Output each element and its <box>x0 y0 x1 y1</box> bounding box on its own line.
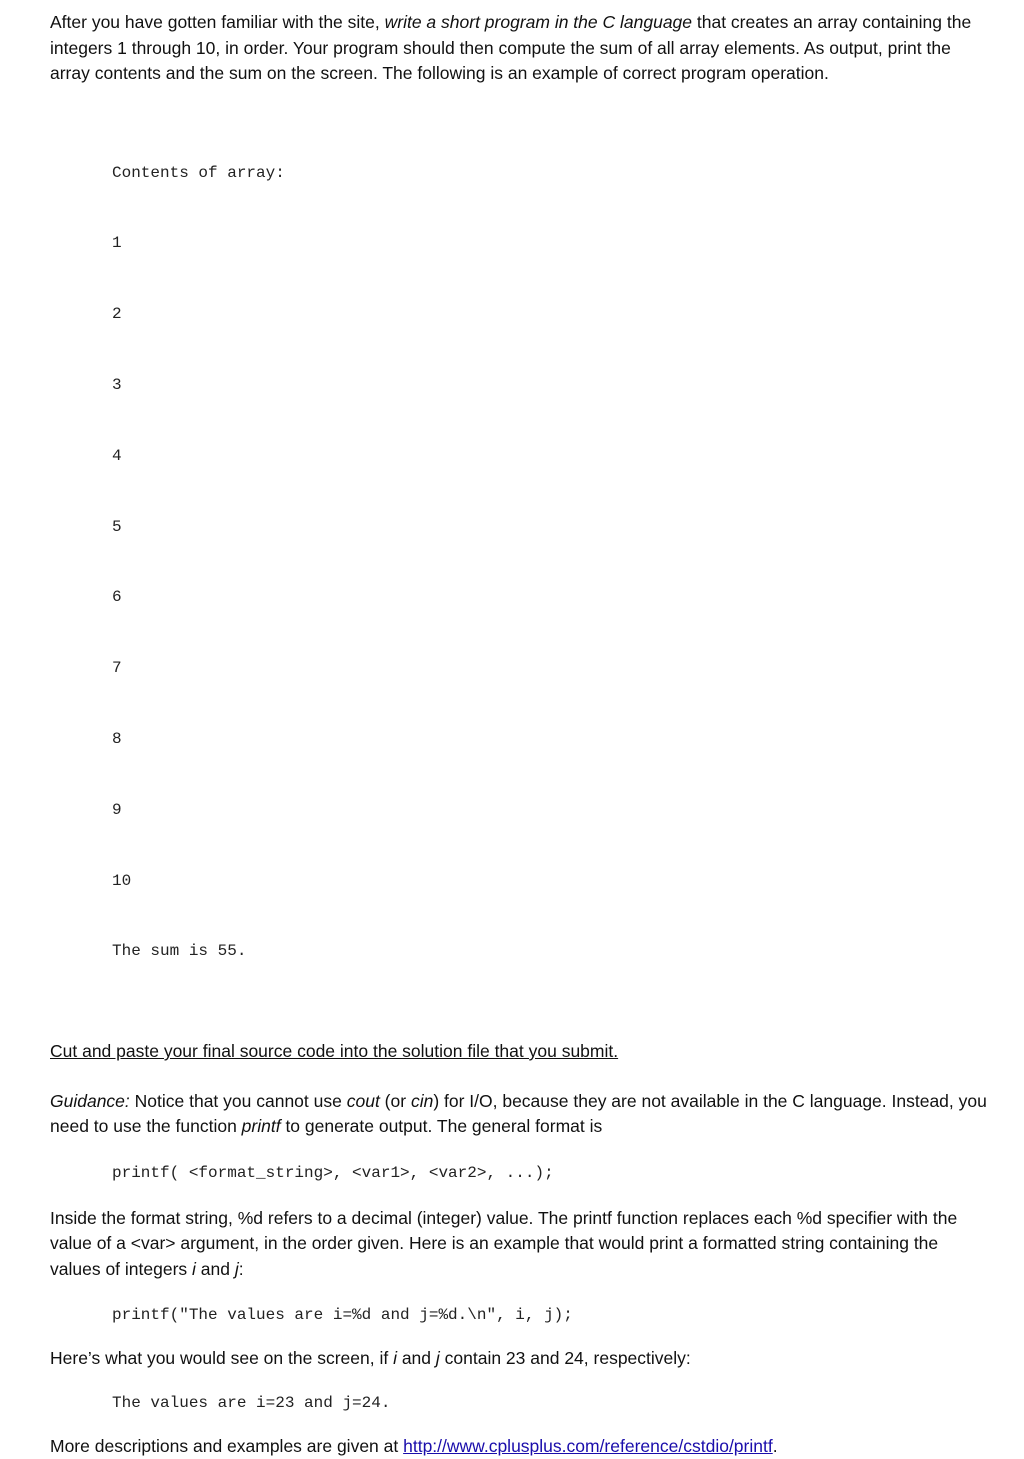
submit-instruction: Cut and paste your final source code into the solution file that you submit. <box>50 1041 619 1062</box>
guidance-text: Notice that you cannot use <box>129 1090 347 1111</box>
guidance-text: to generate output. The general format is <box>280 1116 603 1137</box>
array-value: 6 <box>112 588 122 607</box>
cin-term: cin <box>410 1090 434 1111</box>
guidance-text: (or <box>379 1090 411 1111</box>
array-value: 9 <box>112 800 122 819</box>
var-j: j <box>234 1258 239 1279</box>
general-format-code: printf( <format_string>, <var1>, <var2>, ...); <box>112 1163 554 1182</box>
document <box>50 10 990 1459</box>
intro-text-1: After you have gotten familiar with the site, <box>50 12 385 32</box>
array-header: Contents of array: <box>112 163 285 182</box>
array-value: 3 <box>112 376 122 395</box>
array-value: 7 <box>112 659 122 678</box>
array-output-example <box>112 115 990 1012</box>
screen-intro-text: contain 23 and 24, respectively: <box>439 1348 691 1369</box>
screen-intro <box>50 1346 990 1372</box>
array-value: 10 <box>112 871 132 890</box>
array-value: 4 <box>112 446 122 465</box>
more-info-text: . <box>772 1435 778 1456</box>
guidance-text: ) for I/O, because they are not available in the C language. Instead, you need to use the function <box>50 1090 987 1137</box>
var-i: i <box>192 1258 196 1279</box>
cout-term: cout <box>346 1090 380 1111</box>
intro-emphasis: write a short program in the C language <box>384 12 693 32</box>
array-value: 5 <box>112 517 122 536</box>
screen-intro-text: and <box>396 1348 436 1369</box>
var-i: i <box>393 1348 397 1369</box>
guidance-paragraph <box>50 1089 990 1140</box>
array-value: 1 <box>112 234 122 253</box>
explanation-text: and <box>195 1258 235 1279</box>
explanation-text: : <box>238 1258 244 1279</box>
more-info-text: More descriptions and examples are given at <box>50 1435 404 1456</box>
array-value: 8 <box>112 729 122 748</box>
guidance-label: Guidance: <box>50 1090 130 1111</box>
printf-term: printf <box>241 1116 281 1137</box>
screen-intro-text: Here’s what you would see on the screen, if <box>50 1348 394 1369</box>
screen-output: The values are i=23 and j=24. <box>112 1393 391 1412</box>
format-explanation <box>50 1206 990 1283</box>
intro-paragraph <box>50 10 990 87</box>
array-value: 2 <box>112 305 122 324</box>
explanation-text: Inside the format string, %d refers to a decimal (integer) value. The printf function replaces each %d specifier with the value of a <var> argument, in the order given. Here is an example that would print a formatted string containing the values of integers <box>50 1207 958 1279</box>
more-info <box>50 1434 990 1459</box>
var-j: j <box>435 1348 440 1369</box>
cplusplus-link[interactable]: http://www.cplusplus.com/reference/cstdio/printf <box>403 1435 773 1456</box>
sum-line: The sum is 55. <box>112 942 247 961</box>
intro-text-2: that creates an array containing the integers 1 through 10, in order. Your program should then compute the sum of all array elements. As output, print the array contents and the sum on the screen. The following is an example of correct program operation. <box>50 12 972 83</box>
example-code: printf("The values are i=%d and j=%d.\n", i, j); <box>112 1306 573 1325</box>
